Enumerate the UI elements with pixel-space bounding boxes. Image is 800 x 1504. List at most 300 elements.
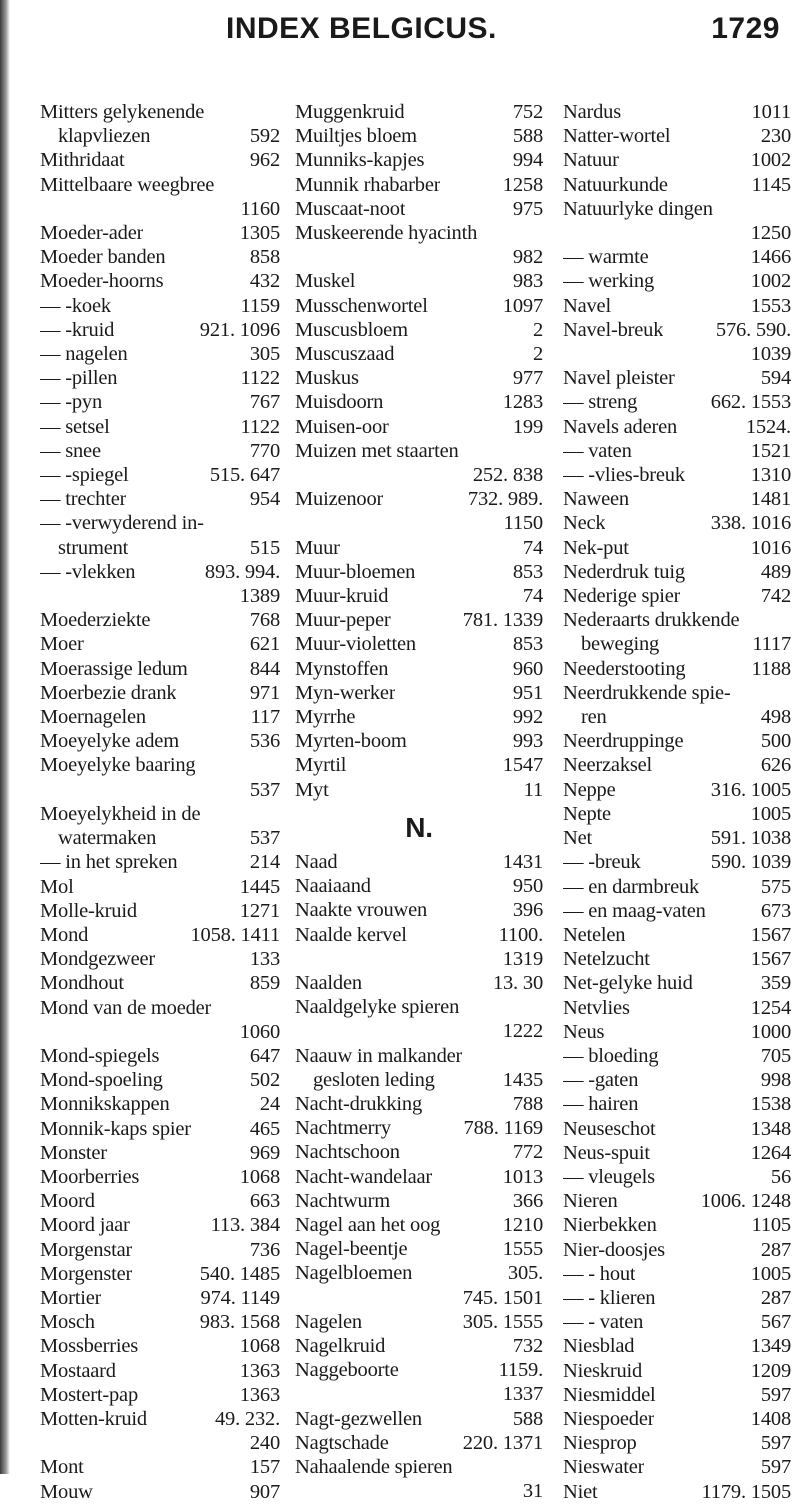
entry-term: Morgenster (40, 1262, 133, 1285)
entry-term: Muscusbloem (295, 318, 408, 341)
entry-term: Mondhout (40, 972, 124, 995)
entry-pages: 1547 (502, 754, 543, 777)
entry-pages: 515 (249, 536, 280, 559)
entry-term: Muur-kruid (295, 585, 389, 608)
index-entry (40, 245, 280, 269)
entry-term: — - hout (563, 1262, 636, 1285)
entry-term: Naad (295, 850, 338, 873)
index-entry (295, 148, 543, 172)
index-entry (563, 1044, 791, 1068)
entry-pages: 1264 (750, 1141, 791, 1164)
index-entry (40, 632, 280, 656)
index-entry (40, 439, 280, 463)
index-entry (40, 1165, 280, 1189)
entry-pages: 74 (522, 585, 543, 608)
index-entry (563, 1431, 791, 1455)
entry-term: Moeyelyke adem (40, 730, 179, 753)
entry-pages: 536 (249, 730, 280, 753)
entry-pages: 998 (760, 1069, 791, 1092)
index-entry (295, 294, 543, 318)
entry-term: Net (563, 827, 592, 850)
entry-term: Muizenoor (295, 488, 384, 511)
index-entry (40, 1189, 280, 1213)
entry-term: — snee (40, 439, 101, 462)
entry-term: Nagt-gezwellen (295, 1407, 422, 1430)
entry-term: Netelzucht (563, 948, 650, 971)
entry-pages: 1310 (750, 464, 791, 487)
entry-pages: 1005 (750, 802, 791, 825)
index-entry (563, 608, 791, 632)
index-entry (295, 318, 543, 342)
entry-pages: 396 (512, 899, 543, 922)
index-entry (40, 294, 280, 318)
entry-term: Molle-kruid (40, 899, 137, 922)
index-entry (40, 608, 280, 632)
index-entry (563, 536, 791, 560)
index-entry (40, 875, 280, 899)
entry-term: — vaten (563, 439, 632, 462)
entry-term: gesloten leding (313, 1068, 435, 1091)
index-entry (295, 850, 543, 874)
entry-pages: 1555 (502, 1238, 543, 1261)
entry-term: Musschenwortel (295, 294, 428, 317)
entry-term: Navel-breuk (563, 318, 664, 341)
entry-term: Mont (40, 1456, 84, 1479)
entry-pages: 432 (249, 270, 280, 293)
index-entry (563, 971, 791, 995)
entry-term: — en maag-vaten (563, 899, 706, 922)
entry-term: — -pillen (40, 367, 118, 390)
entry-pages: 588 (512, 125, 543, 148)
index-entry (295, 439, 543, 463)
index-entry (40, 802, 280, 826)
index-column-3 (563, 100, 791, 1504)
entry-term: Moord jaar (40, 1214, 130, 1237)
entry-pages: 338. 1016 (710, 512, 791, 535)
entry-page-continuation: 537 (249, 778, 280, 801)
entry-pages: 752 (512, 101, 543, 123)
entry-pages: 960 (512, 657, 543, 680)
entry-term: Muskus (295, 367, 359, 390)
entry-pages: 647 (249, 1044, 280, 1067)
index-entry (40, 1480, 280, 1504)
entry-term: Neck (563, 512, 606, 535)
entry-term: Mostert-pap (40, 1383, 138, 1406)
entry-pages: 1105 (751, 1214, 791, 1237)
entry-pages: 1283 (502, 391, 543, 414)
entry-term: Myt (295, 778, 329, 801)
index-entry (295, 995, 543, 1019)
entry-term: Nardus (563, 101, 622, 123)
entry-pages: 220. 1371 (462, 1431, 543, 1454)
entry-pages: 590. 1039 (710, 851, 791, 874)
index-entry (563, 197, 791, 221)
index-entry (40, 1383, 280, 1407)
index-entry (40, 1455, 280, 1479)
entry-pages: 305. 1555 (462, 1310, 543, 1333)
entry-page-continuation: 1039 (750, 343, 791, 366)
entry-page-continuation: 1337 (502, 1383, 543, 1406)
entry-pages: 1254 (750, 996, 791, 1019)
entry-term: Nier-doosjes (563, 1238, 665, 1261)
entry-pages: 969 (249, 1141, 280, 1164)
entry-term: Moorberries (40, 1165, 140, 1188)
page-header (60, 12, 780, 52)
entry-term: Neerdruppinge (563, 730, 684, 753)
entry-term: — streng (563, 391, 638, 414)
index-entry (563, 826, 791, 850)
entry-pages: 1408 (750, 1407, 791, 1430)
entry-pages: 24 (259, 1093, 280, 1116)
entry-term: Natter-wortel (563, 125, 671, 148)
section-letter: N. (405, 811, 433, 843)
entry-term: Munniks-kapjes (295, 149, 425, 172)
entry-term: Net-gelyke huid (563, 972, 693, 995)
entry-pages: 974. 1149 (200, 1286, 280, 1309)
index-entry (295, 971, 543, 995)
page-title: INDEX BELGICUS. (226, 12, 497, 45)
entry-page-continuation: 240 (249, 1432, 280, 1455)
index-entry (295, 681, 543, 705)
entry-term: Myrrhe (295, 706, 356, 729)
entry-term: Muscuszaad (295, 343, 395, 366)
entry-term: Nagtschade (295, 1431, 389, 1454)
entry-term: Nieren (563, 1190, 618, 1213)
index-entry (40, 560, 280, 584)
index-entry (40, 899, 280, 923)
entry-term: Nachtwurm (295, 1189, 390, 1212)
index-column-2 (295, 100, 543, 1503)
entry-term: — hairen (563, 1093, 639, 1116)
index-entry (563, 923, 791, 947)
entry-term: Muskel (295, 270, 356, 293)
entry-pages: 1100. (498, 923, 543, 946)
entry-term: Mond (40, 923, 89, 946)
entry-term: Mortier (40, 1286, 102, 1309)
entry-pages: 1363 (239, 1383, 280, 1406)
entry-term: Moerassige ledum (40, 657, 188, 680)
entry-pages: 49. 232. (214, 1407, 280, 1430)
entry-term: Moeyelyke baaring (40, 754, 196, 777)
entry-pages: 983 (512, 270, 543, 293)
index-entry (563, 753, 791, 777)
index-entry (295, 560, 543, 584)
index-entry (40, 1334, 280, 1358)
entry-pages: 502 (249, 1069, 280, 1092)
entry-pages: 199 (512, 415, 543, 438)
index-entry (563, 850, 791, 874)
index-entry (295, 923, 543, 947)
entry-term: — vleugels (563, 1165, 655, 1188)
entry-term: Mosch (40, 1311, 95, 1334)
entry-pages: 1068 (239, 1165, 280, 1188)
entry-pages: 575 (760, 875, 791, 898)
entry-term: — en darmbreuk (563, 875, 700, 898)
entry-term: — -pyn (40, 391, 103, 414)
entry-pages: 1159. (498, 1359, 543, 1382)
index-entry (563, 1141, 791, 1165)
entry-pages: 1122 (240, 367, 280, 390)
index-entry (295, 390, 543, 414)
entry-term: Niet (563, 1480, 598, 1503)
entry-pages: 515. 647 (209, 464, 280, 487)
entry-term: Monster (40, 1141, 107, 1164)
entry-pages: 788 (512, 1092, 543, 1115)
entry-pages: 214 (249, 851, 280, 874)
index-entry (40, 269, 280, 293)
entry-pages: 591. 1038 (710, 827, 791, 850)
entry-term: Nagel aan het oog (295, 1213, 441, 1236)
index-entry (563, 657, 791, 681)
entry-term: Munnik rhabarber (295, 173, 441, 196)
index-entry (295, 632, 543, 656)
entry-pages: 992 (512, 706, 543, 729)
entry-pages: 1524. (745, 415, 791, 438)
entry-term: Muiltjes bloem (295, 125, 417, 148)
index-entry (40, 681, 280, 705)
entry-pages: 893. 994. (204, 560, 280, 583)
entry-term: — -breuk (563, 851, 641, 874)
entry-term: Monnikskappen (40, 1093, 170, 1116)
index-entry (295, 608, 543, 632)
entry-pages: 157 (249, 1456, 280, 1479)
entry-pages: 74 (522, 536, 543, 559)
entry-pages: 994 (512, 149, 543, 172)
entry-term: Natuurkunde (563, 173, 668, 196)
entry-page-continuation: 1250 (750, 222, 791, 245)
entry-term: Muscaat-noot (295, 197, 406, 220)
entry-pages: 1159 (240, 294, 280, 317)
index-entry (40, 1407, 280, 1431)
index-entry (40, 705, 280, 729)
index-entry (40, 173, 280, 197)
index-entry (40, 511, 280, 535)
index-entry (295, 1092, 543, 1116)
entry-pages: 951 (512, 681, 543, 704)
entry-pages: 844 (249, 657, 280, 680)
entry-term: Moederziekte (40, 609, 151, 632)
entry-term: Mynstoffen (295, 657, 389, 680)
index-entry (563, 294, 791, 318)
entry-pages: 1002 (750, 149, 791, 172)
entry-term: Mond-spoeling (40, 1069, 163, 1092)
entry-term: Mond van de moeder (40, 996, 212, 1019)
entry-pages: 2 (532, 343, 543, 366)
entry-term: Moord (40, 1190, 95, 1213)
entry-page-continuation: 982 (512, 246, 543, 269)
entry-term: Nachtmerry (295, 1117, 391, 1140)
index-entry (563, 681, 791, 705)
index-entry (40, 850, 280, 874)
index-entry (563, 1189, 791, 1213)
index-entry (295, 753, 543, 777)
entry-term: Naauw in malkander (295, 1044, 463, 1067)
entry-pages: 133 (249, 948, 280, 971)
index-entry (295, 173, 543, 197)
index-entry (563, 245, 791, 269)
entry-term: Nagelbloemen (295, 1262, 413, 1285)
entry-page-continuation: 1060 (239, 1020, 280, 1043)
entry-pages: 537 (249, 827, 280, 850)
index-entry (563, 1165, 791, 1189)
entry-pages: 1258 (502, 173, 543, 196)
index-entry (295, 1116, 543, 1140)
entry-term: Nederige spier (563, 585, 681, 608)
index-entry (40, 1044, 280, 1068)
entry-term: — trechter (40, 488, 127, 511)
entry-term: Nepte (563, 802, 611, 825)
entry-pages: 576. 590. (715, 318, 791, 341)
entry-term: Mithridaat (40, 149, 125, 172)
index-entry (40, 463, 280, 487)
index-entry (563, 124, 791, 148)
entry-term: Monnik-kaps spier (40, 1117, 191, 1140)
index-entry (295, 124, 543, 148)
entry-term: Niesprop (563, 1432, 637, 1455)
entry-pages: 1431 (502, 850, 543, 873)
index-entry (40, 487, 280, 511)
entry-pages: 588 (512, 1407, 543, 1430)
entry-term: Myn-werker (295, 681, 396, 704)
index-entry (295, 1044, 543, 1068)
entry-term: Netelen (563, 923, 626, 946)
entry-term: Naaiaand (295, 875, 371, 898)
entry-term: Mondgezweer (40, 948, 156, 971)
index-entry (295, 898, 543, 922)
entry-term: Nierbekken (563, 1214, 657, 1237)
entry-pages: 1145 (751, 173, 791, 196)
index-entry (40, 1359, 280, 1383)
entry-pages: 287 (760, 1238, 791, 1261)
index-entry (40, 826, 280, 850)
entry-pages: 853 (512, 633, 543, 656)
entry-pages: 1567 (750, 948, 791, 971)
entry-term: Muur-peper (295, 609, 391, 632)
entry-pages: 1097 (502, 294, 543, 317)
index-entry (563, 487, 791, 511)
index-entry (295, 269, 543, 293)
index-entry (40, 366, 280, 390)
index-entry (563, 899, 791, 923)
index-entry (40, 657, 280, 681)
index-entry (295, 584, 543, 608)
index-entry (563, 1480, 791, 1504)
index-entry (563, 269, 791, 293)
entry-pages: 732. 989. (467, 488, 543, 511)
index-entry (295, 729, 543, 753)
entry-pages: 626 (760, 754, 791, 777)
index-entry (563, 173, 791, 197)
index-entry (563, 1213, 791, 1237)
entry-pages: 1305 (239, 222, 280, 245)
entry-pages: 1179. 1505 (701, 1480, 791, 1503)
index-entry (563, 1092, 791, 1116)
entry-term: — werking (563, 270, 655, 293)
entry-pages: 1435 (502, 1068, 543, 1091)
entry-term: Naalde kervel (295, 923, 407, 946)
entry-pages: 230 (760, 125, 791, 148)
index-entry (563, 1238, 791, 1262)
entry-pages: 907 (249, 1480, 280, 1503)
entry-pages: 1363 (239, 1359, 280, 1382)
entry-pages: 117 (250, 706, 280, 729)
index-entry (563, 996, 791, 1020)
entry-term: Navels aderen (563, 415, 678, 438)
entry-term: Navel (563, 294, 611, 317)
entry-term: Mond-spiegels (40, 1044, 160, 1067)
index-entry (40, 100, 280, 124)
entry-term: Nek-put (563, 536, 629, 559)
index-entry (295, 487, 543, 511)
entry-pages: 1445 (239, 875, 280, 898)
index-entry (295, 100, 543, 124)
entry-term: Moeder-ader (40, 222, 144, 245)
entry-term: Nederaarts drukkende (563, 609, 740, 632)
index-entry (295, 657, 543, 681)
index-entry (563, 802, 791, 826)
index-entry (40, 124, 280, 148)
entry-term: Nacht-wandelaar (295, 1165, 432, 1188)
entry-pages: 11 (523, 778, 543, 801)
index-entry (563, 1068, 791, 1092)
entry-term: Naalden (295, 971, 362, 994)
index-entry (40, 390, 280, 414)
entry-pages: 1538 (750, 1093, 791, 1116)
index-entry (563, 390, 791, 414)
entry-page-continuation: 31 (522, 1480, 543, 1503)
entry-term: Nieskruid (563, 1359, 643, 1382)
entry-term: — - klieren (563, 1286, 656, 1309)
index-entry (295, 1213, 543, 1237)
index-entry (563, 584, 791, 608)
entry-term: Myrten-boom (295, 730, 407, 753)
index-entry (295, 1334, 543, 1358)
entry-pages: 971 (249, 681, 280, 704)
entry-pages: 489 (760, 560, 791, 583)
entry-page-continuation: 252. 838 (472, 464, 543, 487)
entry-term: Naaldgelyke spieren (295, 996, 460, 1019)
entry-term: — -vlies-breuk (563, 464, 685, 487)
index-entry (40, 342, 280, 366)
entry-term: — -kruid (40, 318, 115, 341)
index-entry (295, 874, 543, 898)
entry-pages: 1058. 1411 (190, 923, 280, 946)
entry-term: Nahaalende spieren (295, 1455, 453, 1478)
entry-term: — -koek (40, 294, 111, 317)
entry-pages: 962 (249, 149, 280, 172)
entry-pages: 366 (512, 1189, 543, 1212)
index-entry (295, 342, 543, 366)
index-entry (295, 1068, 543, 1092)
entry-term: Neederstooting (563, 657, 686, 680)
entry-pages: 742 (760, 585, 791, 608)
index-entry (40, 1213, 280, 1237)
entry-pages: 954 (249, 488, 280, 511)
entry-pages: 500 (760, 730, 791, 753)
entry-term: Muur-bloemen (295, 560, 416, 583)
index-entry (40, 1262, 280, 1286)
entry-pages: 975 (512, 197, 543, 220)
entry-pages: 767 (249, 391, 280, 414)
entry-term: Neus-spuit (563, 1141, 650, 1164)
index-entry (563, 463, 791, 487)
index-entry (295, 221, 543, 245)
entry-pages: 781. 1339 (462, 609, 543, 632)
entry-pages: 287 (760, 1286, 791, 1309)
index-entry (40, 221, 280, 245)
entry-pages: 305. (507, 1262, 543, 1285)
entry-term: Natuurlyke dingen (563, 197, 713, 220)
